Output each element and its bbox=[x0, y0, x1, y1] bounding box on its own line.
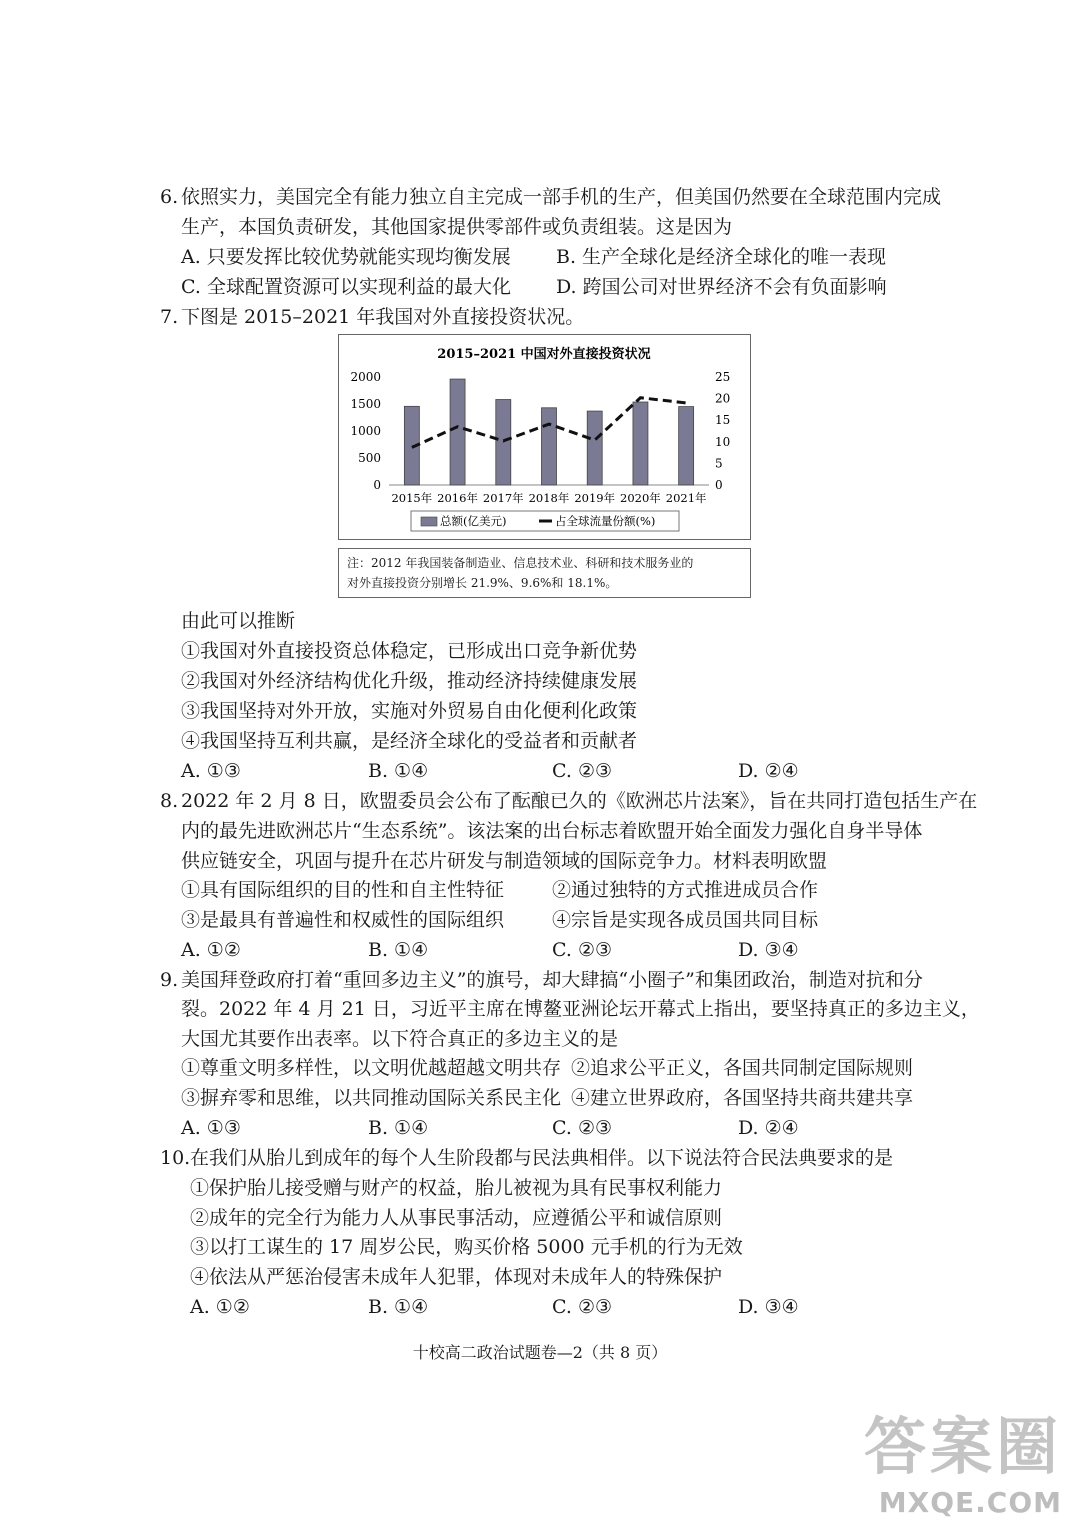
chart-note bbox=[338, 548, 751, 598]
y-right-tick-label: 0 bbox=[715, 478, 723, 492]
question-7-statement-4: ④我国坚持互利共赢，是经济全球化的受益者和贡献者 bbox=[181, 730, 638, 752]
question-9-stem-line3: 大国尤其要作出表率。以下符合真正的多边主义的是 bbox=[181, 1028, 619, 1050]
question-6-option-b: B. 生产全球化是经济全球化的唯一表现 bbox=[556, 246, 887, 268]
investment-chart bbox=[338, 334, 751, 540]
question-8-number: 8. bbox=[160, 790, 179, 812]
legend-line-label: 占全球流量份额(%) bbox=[555, 514, 656, 528]
site-watermark bbox=[864, 1397, 1062, 1519]
y-right-tick-label: 15 bbox=[715, 413, 731, 428]
question-7-option-a: A. ①③ bbox=[181, 760, 241, 782]
y-left-tick-label: 1500 bbox=[350, 397, 381, 411]
watermark-logo-text: 答案圈 bbox=[863, 1410, 1062, 1483]
question-10-statement-1: ①保护胎儿接受赠与财产的权益，胎儿被视为具有民事权利能力 bbox=[190, 1177, 723, 1199]
legend-bar-swatch bbox=[421, 517, 437, 526]
question-8-statement-3: ③是最具有普遍性和权威性的国际组织 bbox=[181, 909, 505, 931]
question-8-option-d: D. ③④ bbox=[738, 939, 799, 961]
x-tick-label: 2021年 bbox=[665, 491, 707, 505]
question-10-statement-2: ②成年的完全行为能力人从事民事活动，应遵循公平和诚信原则 bbox=[190, 1207, 723, 1229]
legend-bar-label: 总额(亿美元) bbox=[440, 514, 507, 528]
page-footer: 十校高二政治试题卷—2（共 8 页） bbox=[412, 1343, 668, 1362]
question-9-option-a: A. ①③ bbox=[181, 1117, 241, 1139]
question-9-option-b: B. ①④ bbox=[368, 1117, 429, 1139]
question-7-statement-2: ②我国对外经济结构优化升级，推动经济持续健康发展 bbox=[181, 670, 638, 692]
watermark-url: MXQE.COM bbox=[878, 1486, 1062, 1519]
question-7-option-c: C. ②③ bbox=[552, 760, 613, 782]
question-6-number: 6. bbox=[160, 186, 179, 208]
investment-chart-svg bbox=[339, 335, 749, 538]
chart-note-line1: 注：2012 年我国装备制造业、信息技术业、科研和技术服务业的 bbox=[347, 556, 694, 570]
question-6-option-d: D. 跨国公司对世界经济不会有负面影响 bbox=[556, 276, 887, 298]
question-7-statement-3: ③我国坚持对外开放，实施对外贸易自由化便利化政策 bbox=[181, 700, 638, 722]
y-left-tick-label: 2000 bbox=[350, 370, 381, 384]
question-6-stem-line1: 依照实力，美国完全有能力独立自主完成一部手机的生产，但美国仍然要在全球范围内完成 bbox=[181, 186, 942, 208]
question-9-statement-2: ②追求公平正义，各国共同制定国际规则 bbox=[571, 1057, 914, 1079]
x-tick-label: 2019年 bbox=[574, 491, 616, 505]
question-10-statement-4: ④依法从严惩治侵害未成年人犯罪，体现对未成年人的特殊保护 bbox=[190, 1266, 723, 1288]
question-7-option-d: D. ②④ bbox=[738, 760, 799, 782]
question-9-option-c: C. ②③ bbox=[552, 1117, 613, 1139]
x-tick-label: 2015年 bbox=[391, 491, 433, 505]
chart-note-line2: 对外直接投资分别增长 21.9%、9.6%和 18.1%。 bbox=[347, 576, 618, 590]
y-right-tick-label: 25 bbox=[715, 370, 731, 384]
question-10-number: 10. bbox=[160, 1147, 191, 1169]
x-tick-label: 2017年 bbox=[482, 491, 524, 505]
question-6-option-a: A. 只要发挥比较优势就能实现均衡发展 bbox=[181, 246, 511, 268]
question-8-option-b: B. ①④ bbox=[368, 939, 429, 961]
bar-total-investment bbox=[450, 379, 465, 485]
y-right-tick-label: 10 bbox=[715, 434, 731, 449]
question-8-option-a: A. ①② bbox=[181, 939, 241, 961]
question-8-stem-line2: 内的最先进欧洲芯片“生态系统”。该法案的出台标志着欧盟开始全面发力强化自身半导体 bbox=[181, 820, 923, 842]
question-10-option-c: C. ②③ bbox=[552, 1296, 613, 1318]
x-tick-label: 2016年 bbox=[437, 491, 478, 505]
question-9-statement-1: ①尊重文明多样性，以文明优越超越文明共存 bbox=[181, 1057, 562, 1079]
question-8-statement-1: ①具有国际组织的目的性和自主性特征 bbox=[181, 879, 505, 901]
question-10-option-b: B. ①④ bbox=[368, 1296, 429, 1318]
question-9-number: 9. bbox=[160, 969, 179, 991]
question-7-stem: 下图是 2015–2021 年我国对外直接投资状况。 bbox=[181, 306, 585, 328]
bar-total-investment bbox=[587, 411, 602, 485]
question-9-option-d: D. ②④ bbox=[738, 1117, 799, 1139]
y-right-tick-label: 20 bbox=[715, 391, 731, 406]
question-8-stem-line3: 供应链安全，巩固与提升在芯片研发与制造领域的国际竞争力。材料表明欧盟 bbox=[181, 850, 828, 872]
x-tick-label: 2018年 bbox=[528, 491, 570, 505]
y-left-tick-label: 1000 bbox=[350, 424, 381, 438]
question-9-statement-3: ③摒弃零和思维，以共同推动国际关系民主化 bbox=[181, 1087, 562, 1109]
question-6-stem-line2: 生产，本国负责研发，其他国家提供零部件或负责组装。这是因为 bbox=[181, 216, 733, 238]
question-8-stem-line1: 2022 年 2 月 8 日，欧盟委员会公布了酝酿已久的《欧洲芯片法案》，旨在共同打造包括生产在 bbox=[181, 790, 978, 812]
bar-total-investment bbox=[679, 407, 694, 485]
bar-total-investment bbox=[542, 408, 557, 485]
chart-title: 2015–2021 中国对外直接投资状况 bbox=[437, 347, 651, 362]
question-9-stem-line2: 裂。2022 年 4 月 21 日，习近平主席在博鳌亚洲论坛开幕式上指出，要坚持真正的多边主义， bbox=[181, 998, 980, 1020]
question-7-option-b: B. ①④ bbox=[368, 760, 429, 782]
question-9-statement-4: ④建立世界政府，各国坚持共商共建共享 bbox=[571, 1087, 914, 1109]
question-7-statement-1: ①我国对外直接投资总体稳定，已形成出口竞争新优势 bbox=[181, 640, 638, 662]
bar-total-investment bbox=[633, 402, 648, 485]
question-7-number: 7. bbox=[160, 306, 179, 328]
x-tick-label: 2020年 bbox=[620, 491, 661, 505]
question-8-statement-2: ②通过独特的方式推进成员合作 bbox=[552, 879, 819, 901]
question-8-option-c: C. ②③ bbox=[552, 939, 613, 961]
question-7-infer: 由此可以推断 bbox=[181, 610, 296, 632]
question-10-option-a: A. ①② bbox=[190, 1296, 250, 1318]
question-8-statement-4: ④宗旨是实现各成员国共同目标 bbox=[552, 909, 819, 931]
y-left-tick-label: 500 bbox=[358, 451, 381, 465]
y-right-tick-label: 5 bbox=[715, 456, 723, 471]
question-10-option-d: D. ③④ bbox=[738, 1296, 799, 1318]
y-left-tick-label: 0 bbox=[373, 478, 381, 492]
question-10-stem: 在我们从胎儿到成年的每个人生阶段都与民法典相伴。以下说法符合民法典要求的是 bbox=[190, 1147, 894, 1169]
question-10-statement-3: ③以打工谋生的 17 周岁公民，购买价格 5000 元手机的行为无效 bbox=[190, 1236, 743, 1258]
question-6-option-c: C. 全球配置资源可以实现利益的最大化 bbox=[181, 276, 511, 298]
question-9-stem-line1: 美国拜登政府打着“重回多边主义”的旗号，却大肆搞“小圈子”和集团政治，制造对抗和分 bbox=[181, 969, 923, 991]
